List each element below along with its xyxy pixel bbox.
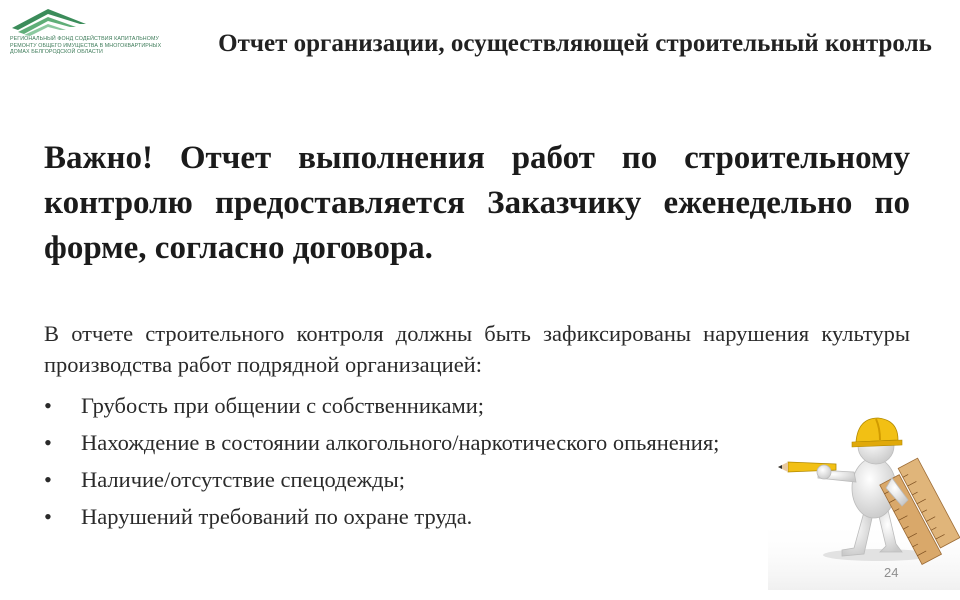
list-item-text: Нарушений требований по охране труда. bbox=[81, 504, 473, 529]
house-roof-logo-icon bbox=[10, 6, 90, 36]
slide-title: Отчет организации, осуществляющей строительный контроль bbox=[218, 30, 932, 57]
intro-paragraph: В отчете строительного контроля должны быть зафиксированы нарушения культуры производства работ подрядной организацией: bbox=[44, 321, 910, 377]
violations-list bbox=[44, 387, 864, 535]
bullet-icon: • bbox=[44, 430, 52, 455]
list-item bbox=[44, 498, 864, 535]
list-item bbox=[44, 387, 864, 424]
worker-with-helmet-and-rulers-illustration bbox=[768, 400, 960, 590]
list-item bbox=[44, 461, 864, 498]
list-item-text: Наличие/отсутствие спецодежды; bbox=[81, 467, 405, 492]
organization-logo bbox=[8, 6, 178, 64]
bullet-icon: • bbox=[44, 504, 52, 529]
list-item-text: Грубость при общении с собственниками; bbox=[81, 393, 485, 418]
list-item bbox=[44, 424, 864, 461]
bullet-icon: • bbox=[44, 393, 52, 418]
important-notice: Важно! Отчет выполнения работ по строительному контролю предоставляется Заказчику еженедельно по форме, согласно договора. bbox=[44, 140, 910, 266]
list-item-text: Нахождение в состоянии алкогольного/наркотического опьянения; bbox=[81, 430, 720, 455]
bullet-icon: • bbox=[44, 467, 52, 492]
logo-caption: РЕГИОНАЛЬНЫЙ ФОНД СОДЕЙСТВИЯ КАПИТАЛЬНОМУ РЕМОНТУ ОБЩЕГО ИМУЩЕСТВА В МНОГОКВАРТИРНЫХ ДОМАХ БЕЛГОРОДСКОЙ ОБЛАСТИ bbox=[10, 36, 162, 56]
page-number: 24 bbox=[884, 565, 899, 580]
